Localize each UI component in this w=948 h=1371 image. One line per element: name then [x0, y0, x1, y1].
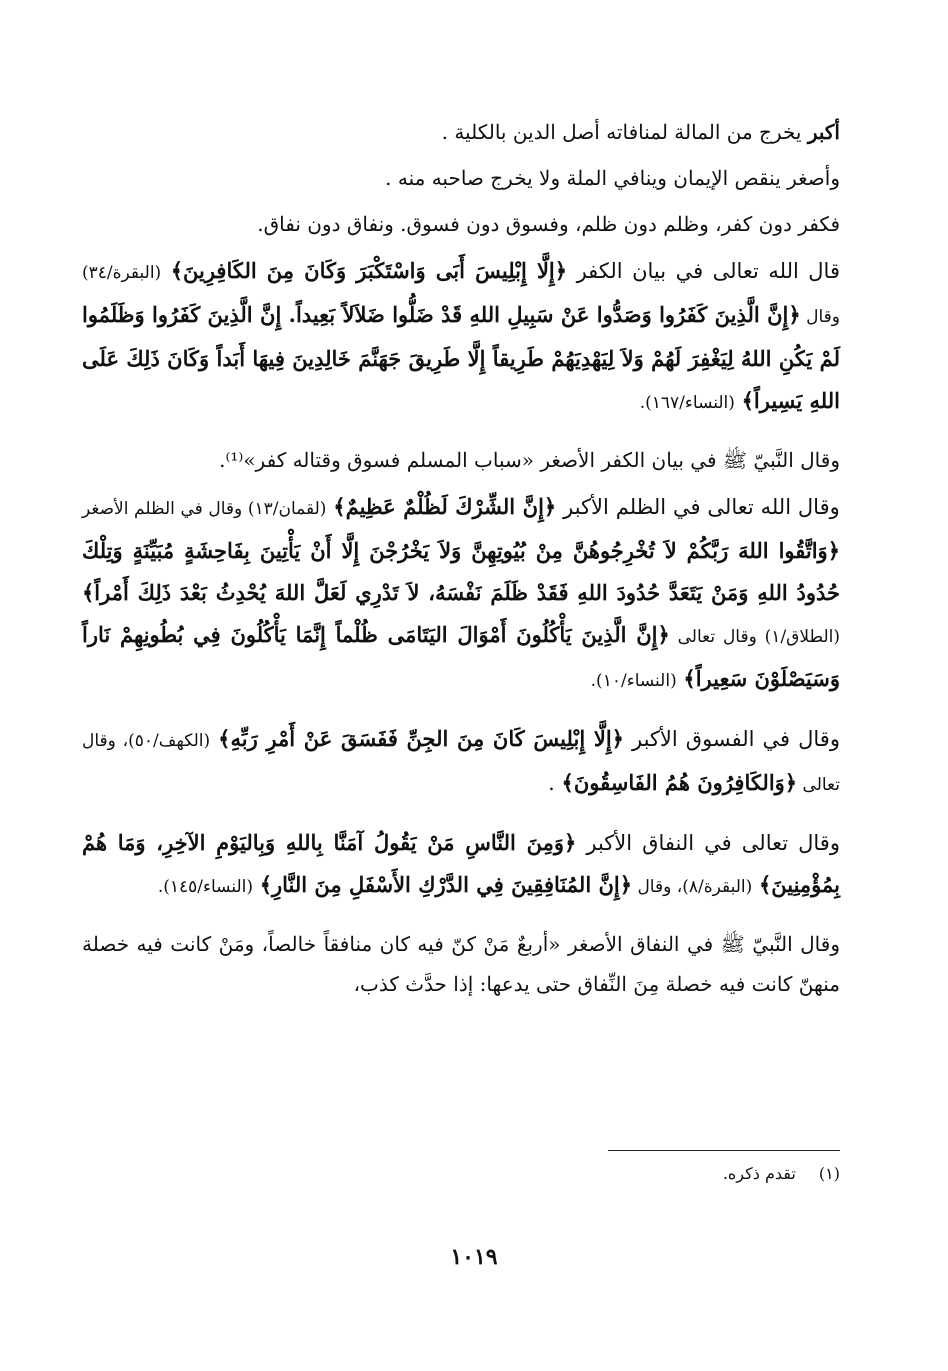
verse-reference: (النساء/١٤٥).: [157, 877, 253, 897]
paragraph-3: [82, 204, 840, 244]
paragraph-2: [82, 158, 840, 198]
quran-verse: ﴿إِلَّا إِبْلِيسَ أَبَى وَاسْتَكْبَرَ وَكَانَ مِنَ الكَافِرِينَ﴾: [170, 258, 568, 283]
paragraph-nifaq-major: [82, 822, 840, 908]
text-segment: .: [548, 771, 555, 795]
footnote: [440, 1164, 840, 1183]
text-segment: وقال النَّبيّ ﷺ في بيان الكفر الأصغر «سباب المسلم فسوق وقتاله كفر»⁽¹⁾.: [219, 448, 840, 472]
page-number: ١٠١٩: [450, 1244, 498, 1270]
paragraph-kufr-major: [82, 250, 840, 424]
paragraph-1: [82, 112, 840, 152]
page-body: [82, 112, 840, 1020]
quran-verse: ﴿وَاتَّقُوا اللهَ رَبَّكُمْ لاَ تُخْرِجُوهُنَّ مِنْ بُيُوتِهِنَّ وَلاَ يَخْرُجْنَ إِلَّا أَنْ يَأْتِينَ بِفَاحِشَةٍ مُبَيِّنَةٍ وَتِلْكَ حُدُودُ اللهِ وَمَنْ يَتَعَدَّ حُدُودَ اللهِ فَقَدْ ظَلَمَ نَفْسَهُ، لاَ تَدْرِي لَعَلَّ اللهَ يُحْدِثُ بَعْدَ ذَلِكَ أَمْراً﴾: [82, 538, 840, 605]
paragraph-nifaq-minor: [82, 924, 840, 1004]
quran-verse: ﴿وَمِنَ النَّاسِ مَنْ يَقُولُ آمَنَّا بِاللهِ وَبِاليَوْمِ الآخِرِ، وَمَا هُمْ بِمُؤْمِنِينَ﴾: [82, 830, 840, 897]
footnote-divider: [608, 1150, 840, 1151]
text-segment: وقال النَّبيّ ﷺ في النفاق الأصغر «أربعٌ مَنْ كنّ فيه كان منافقاً خالصاً، ومَنْ كانت فيه خصلة منهنّ كانت فيه خصلة مِنَ النِّفاق حتى يدعها: إذا حدَّث كذب،: [82, 932, 840, 996]
verse-reference: (لقمان/١٣) وقال في الظلم الأصغر: [82, 499, 327, 519]
paragraph-fusuq: [82, 718, 840, 806]
quran-verse: ﴿وَالكَافِرُونَ هُمُ الفَاسِقُونَ﴾: [561, 770, 798, 795]
paragraph-1-lead: أكبر: [807, 120, 840, 144]
text-segment: وقال الله تعالى في الظلم الأكبر: [556, 495, 840, 519]
text-segment: وقال في الفسوق الأكبر: [623, 727, 840, 751]
quran-verse: ﴿إِنَّ الَّذِينَ كَفَرُوا وَصَدُّوا عَنْ سَبِيلِ اللهِ قَدْ ضَلُّوا ضَلاَلاً بَعِيداً. إِنَّ الَّذِينَ كَفَرُوا وَظَلَمُوا لَمْ يَكُنِ اللهُ لِيَغْفِرَ لَهُمْ وَلاَ لِيَهْدِيَهُمْ طَرِيقاً إِلَّا طَرِيقَ جَهَنَّمَ خَالِدِينَ فِيهَا أَبَداً وَكَانَ ذَلِكَ عَلَى اللهِ يَسِيراً﴾: [82, 302, 840, 413]
paragraph-3-text: فكفر دون كفر، وظلم دون ظلم، وفسوق دون فسوق. ونفاق دون نفاق.: [257, 212, 840, 236]
text-segment: وقال تعالى في النفاق الأكبر: [576, 831, 840, 855]
footnote-text: تقدم ذكره.: [722, 1164, 796, 1183]
paragraph-zulm: [82, 486, 840, 702]
verse-reference: (النساء/١٠).: [590, 671, 677, 691]
verse-reference: (النساء/١٦٧).: [639, 393, 735, 413]
quran-verse: ﴿إِنَّ الشِّرْكَ لَظُلْمٌ عَظِيمٌ﴾: [333, 494, 557, 519]
quran-verse: ﴿إِنَّ الَّذِينَ يَأْكُلُونَ أَمْوَالَ اليَتَامَى ظُلْماً إِنَّمَا يَأْكُلُونَ فِي بُطُونِهِمْ نَاراً وَسَيَصْلَوْنَ سَعِيراً﴾: [82, 622, 840, 691]
paragraph-kufr-minor: [82, 440, 840, 480]
paragraph-2-text: وأصغر ينقص الإيمان وينافي الملة ولا يخرج صاحبه منه .: [385, 166, 840, 190]
verse-reference: (الكهف/٥٠)، وقال تعالى: [82, 731, 840, 795]
footnote-number: (١): [818, 1164, 840, 1183]
quran-verse: ﴿إِلَّا إِبْلِيسَ كَانَ مِنَ الجِنِّ فَفَسَقَ عَنْ أَمْرِ رَبِّهِ﴾: [218, 726, 624, 751]
text-segment: قال الله تعالى في بيان الكفر: [567, 259, 840, 283]
paragraph-1-text: يخرج من المالة لمنافاته أصل الدين بالكلية .: [441, 120, 802, 144]
verse-reference: (البقرة/٣٤) وقال: [82, 263, 840, 327]
quran-verse: ﴿إِنَّ المُنَافِقِينَ فِي الدَّرْكِ الأَسْفَلِ مِنَ النَّارِ﴾: [259, 872, 633, 897]
verse-reference: (البقرة/٨)، وقال: [632, 877, 753, 897]
verse-reference: (الطلاق/١) وقال تعالى: [669, 627, 840, 647]
